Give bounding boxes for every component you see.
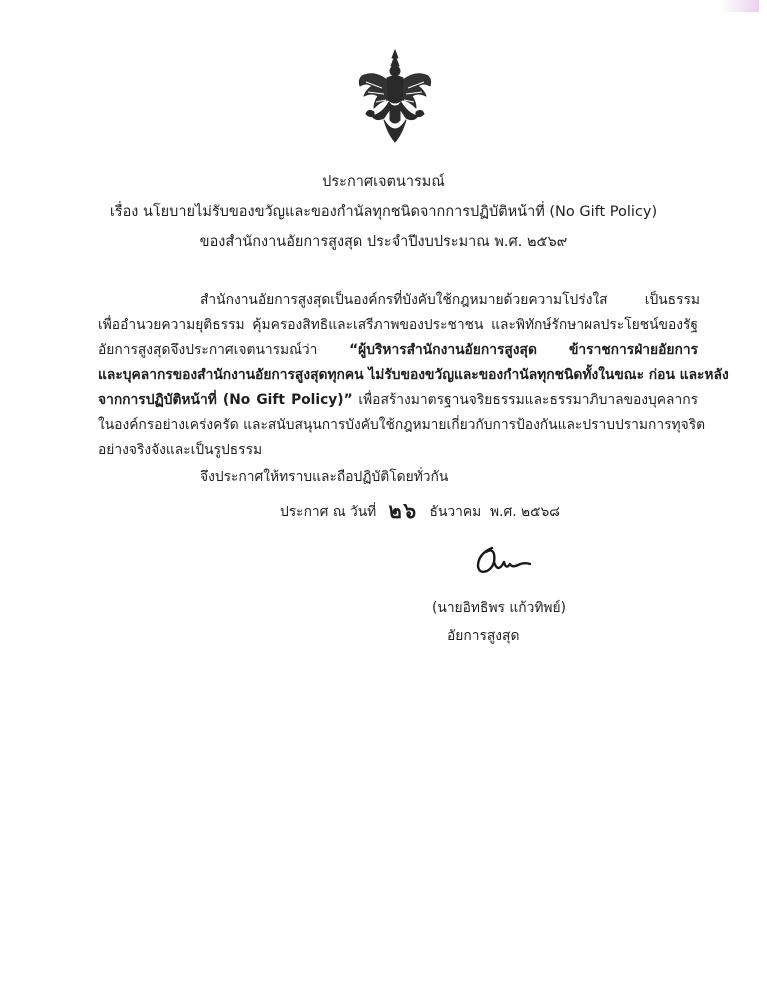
body-line: เพื่ออำนวยความยุติธรรม คุ้มครองสิทธิและเสรีภาพของประชาชน และพิทักษ์รักษาผลประโยชน์ของรัฐ xyxy=(98,317,698,333)
document-scope: ของสำนักงานอัยการสูงสุด ประจำปีงบประมาณ พ.ศ. ๒๕๖๙ xyxy=(199,234,568,250)
document-subject: เรื่อง นโยบายไม่รับของขวัญและของกำนัลทุกชนิดจากการปฏิบัติหน้าที่ (No Gift Policy) xyxy=(109,204,658,220)
announcement-date xyxy=(280,500,560,522)
signer-position: อัยการสูงสุด xyxy=(447,628,520,644)
body-line xyxy=(98,340,698,360)
body-line xyxy=(98,390,698,410)
notice-line: จึงประกาศให้ทราบและถือปฏิบัติโดยทั่วกัน xyxy=(200,469,449,485)
date-month: ธันวาคม xyxy=(429,504,482,520)
garuda-emblem-icon xyxy=(352,48,438,146)
policy-statement: และบุคลากรของสำนักงานอัยการสูงสุดทุกคน ไม่รับของขวัญและของกำนัลทุกชนิดทั้งในขณะ ก่อน และหลัง xyxy=(98,367,729,383)
signer-name: (นายอิทธิพร แก้วทิพย์) xyxy=(432,600,566,616)
policy-statement: “ผู้บริหารสำนักงานอัยการสูงสุด ข้าราชการฝ่ายอัยการ xyxy=(349,342,698,358)
body-line: สำนักงานอัยการสูงสุดเป็นองค์กรที่บังคับใช้กฎหมายด้วยความโปร่งใส เป็นธรรม xyxy=(200,292,700,308)
body-text: อัยการสูงสุดจึงประกาศเจตนารมณ์ว่า xyxy=(98,342,350,358)
date-prefix: ประกาศ ณ วันที่ xyxy=(280,504,377,520)
body-line: อย่างจริงจังและเป็นรูปธรรม xyxy=(98,442,263,458)
scan-artifact xyxy=(719,0,759,12)
body-line: ในองค์กรอย่างเคร่งครัด และสนับสนุนการบังคับใช้กฎหมายเกี่ยวกับการป้องกันและปราบปรามการทุจริต xyxy=(98,417,706,433)
body-text: เพื่อสร้างมาตรฐานจริยธรรมและธรรมาภิบาลของบุคลากร xyxy=(352,392,698,408)
date-year: พ.ศ. ๒๕๖๘ xyxy=(490,504,560,520)
policy-statement: จากการปฏิบัติหน้าที่ (No Gift Policy)” xyxy=(98,392,353,408)
date-day: ๒๖ xyxy=(388,499,418,524)
signature-icon xyxy=(468,540,536,582)
document-type: ประกาศเจตนารมณ์ xyxy=(322,174,445,190)
